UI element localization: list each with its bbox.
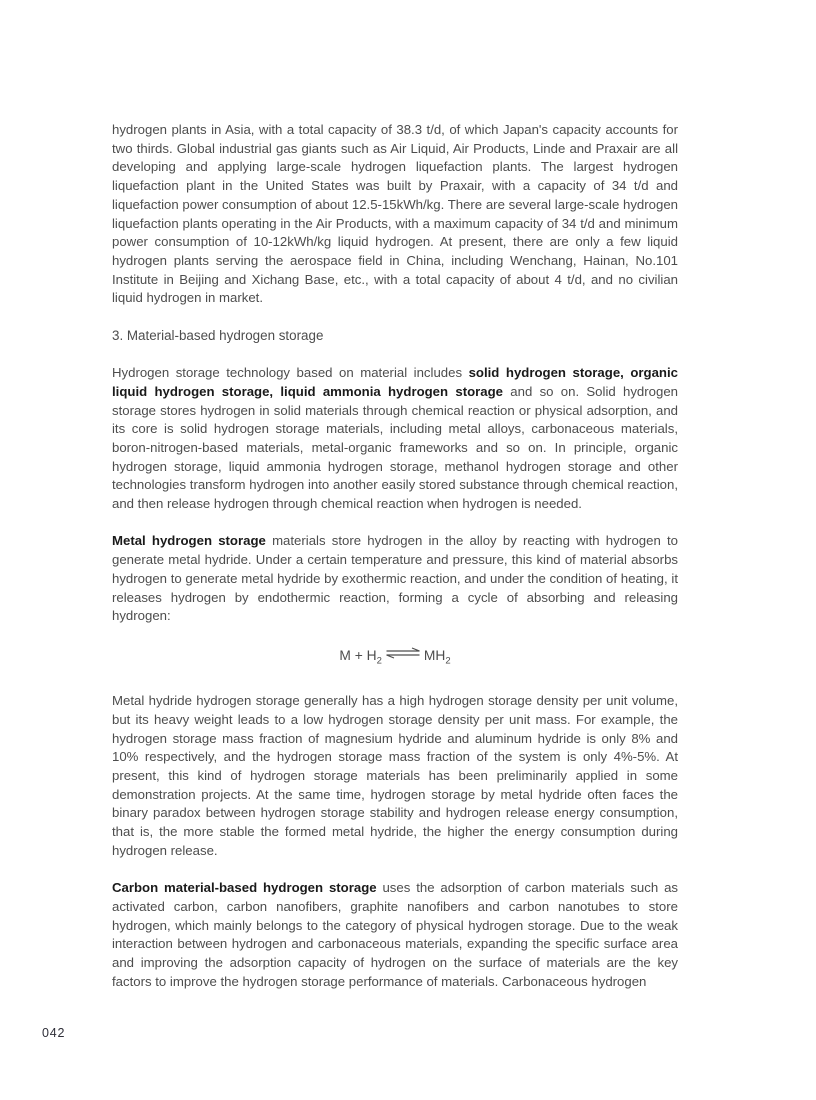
document-page bbox=[112, 121, 678, 1010]
paragraph-liquefaction: hydrogen plants in Asia, with a total capacity of 38.3 t/d, of which Japan's capacity accounts for two thirds. Global industrial gas giants such as Air Liquid, Air Products, Linde and Praxair are all developing and applying large-scale hydrogen liquefaction plants. The largest hydrogen liquefaction plant in the United States was built by Praxair, with a capacity of 34 t/d and liquefaction power consumption of about 12.5-15kWh/kg. There are several large-scale hydrogen liquefaction plants operating in the Air Products, with a maximum capacity of 34 t/d and minimum power consumption of 10-12kWh/kg liquid hydrogen. At present, there are only a few liquid hydrogen plants serving the aerospace field in China, including Wenchang, Hainan, No.101 Institute in Beijing and Xichang Base, etc., with a total capacity of about 4 t/d, and no civilian liquid hydrogen in market. bbox=[112, 122, 678, 306]
paragraph-metal-text: materials store hydrogen in the alloy by reacting with hydrogen to generate metal hydride. Under a certain temperature and pressure, this kind of material absorbs hydrogen to generate metal hydride by exothermic reaction, and under the condition of heating, it releases hydrogen by endothermic reaction, forming a cycle of absorbing and releasing hydrogen: bbox=[112, 533, 678, 624]
paragraph-carbon-material bbox=[112, 879, 678, 991]
equilibrium-arrow-icon bbox=[385, 645, 421, 664]
paragraph-material-text-cont: and so on. Solid hydrogen storage stores hydrogen in solid materials through chemical reaction or physical adsorption, and its core is solid hydrogen storage materials, including metal alloys, carbonaceous materials, boron-nitrogen-based materials, metal-organic frameworks and so on. In principle, organic hydrogen storage, liquid ammonia hydrogen storage, methanol hydrogen storage and other technologies transform hydrogen into another easily stored substance through chemical reaction, and then release hydrogen through chemical reaction when hydrogen is needed. bbox=[112, 383, 678, 512]
paragraph-carbon-text: uses the adsorption of carbon materials such as activated carbon, carbon nanofibers, graphite nanofibers and carbon nanotubes to store hydrogen, which mainly belongs to the category of physical hydrogen storage. Due to the weak interaction between hydrogen and carbonaceous materials, expanding the specific surface area and improving the adsorption capacity of hydrogen on the surface of materials are the key factors to improve the hydrogen storage performance of materials. Carbonaceous hydrogen bbox=[112, 880, 678, 989]
paragraph-metal-hydrogen-storage bbox=[112, 532, 678, 626]
equation-lhs-subscript: 2 bbox=[376, 655, 382, 667]
equation-lhs: M + H bbox=[339, 647, 377, 663]
equation-rhs: MH bbox=[423, 647, 446, 663]
paragraph-material-text: Hydrogen storage technology based on material includes bbox=[112, 365, 469, 381]
paragraph-carbon-bold-term: Carbon material-based hydrogen storage bbox=[112, 880, 377, 896]
paragraph-material-based bbox=[112, 364, 678, 514]
section-heading-material-based-storage: 3. Material-based hydrogen storage bbox=[112, 327, 324, 343]
paragraph-material-bold-terms: solid hydrogen storage, organic liquid hydrogen storage, liquid ammonia hydrogen storage bbox=[112, 365, 678, 399]
equation-rhs-subscript: 2 bbox=[445, 655, 451, 667]
chemical-equation bbox=[112, 645, 678, 671]
paragraph-metal-bold-term: Metal hydrogen storage bbox=[112, 533, 266, 549]
page-number: 042 bbox=[42, 1026, 66, 1040]
paragraph-metal-hydride-properties: Metal hydride hydrogen storage generally has a high hydrogen storage density per unit volume, but its heavy weight leads to a low hydrogen storage density per unit mass. For example, the hydrogen storage mass fraction of magnesium hydride and aluminum hydride is only 8% and 10% respectively, and the hydrogen storage mass fraction of the system is only 4%-5%. At present, this kind of hydrogen storage materials has been preliminarily applied in some demonstration projects. At the same time, hydrogen storage by metal hydride often faces the binary paradox between hydrogen storage stability and hydrogen release energy consumption, that is, the more stable the formed metal hydride, the higher the energy consumption during hydrogen release. bbox=[112, 693, 678, 858]
